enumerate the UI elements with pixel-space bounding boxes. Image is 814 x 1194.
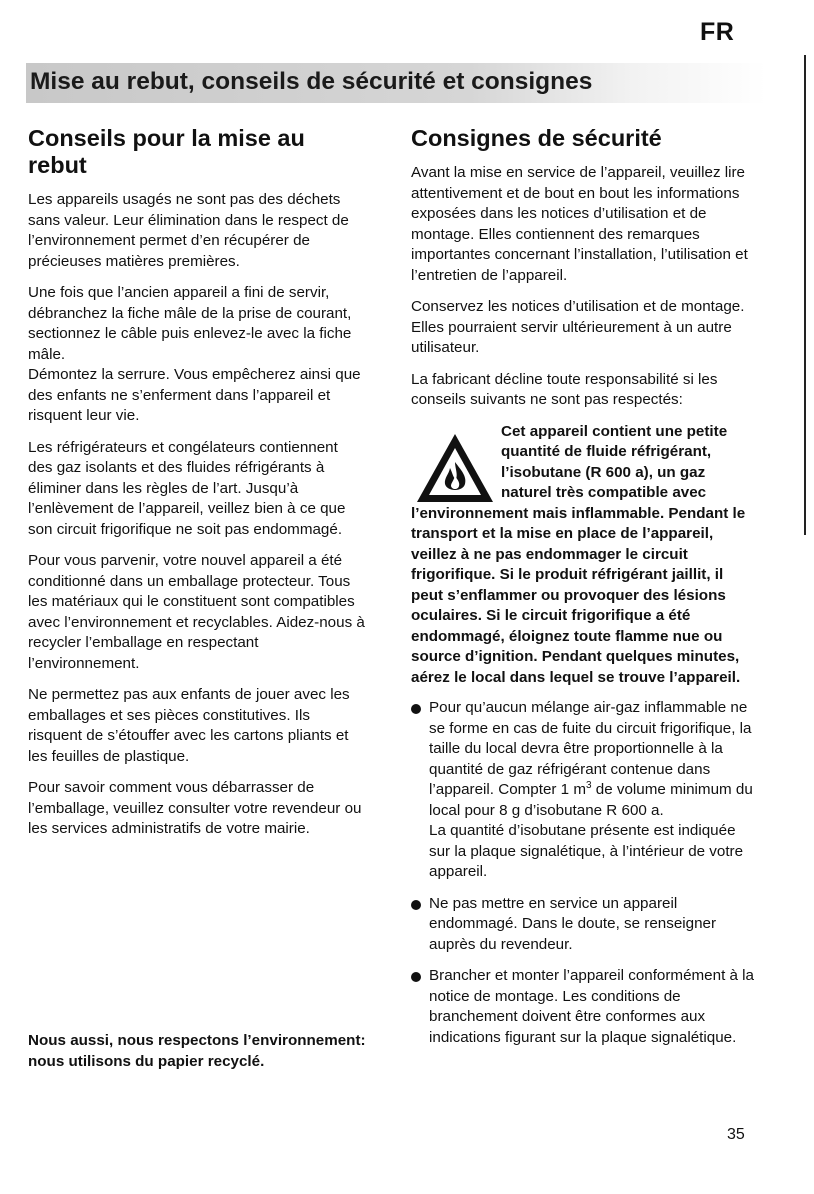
- list-item-text: Ne pas mettre en service un appareil endommagé. Dans le doute, se renseigner auprès du revendeur.: [429, 894, 717, 953]
- recycled-paper-note: Nous aussi, nous respectons l’environnement: nous utilisons du papier recyclé.: [28, 1032, 366, 1070]
- section-title: Mise au rebut, conseils de sécurité et consignes: [30, 68, 593, 95]
- list-item-text: Pour qu’aucun mélange air-gaz inflammable ne se forme en cas de fuite du circuit frigorifique, la taille du local devra être proportionnelle à la quantité de gaz réfrigérant contenue dans l’appareil. Compter 1 m: [429, 699, 752, 798]
- disposal-paragraph: Pour vous parvenir, votre nouvel appareil a été conditionné dans un emballage protecteur. Tous les matériaux qui le constituent sont compatibles avec l’environnement et recyclables. Aidez-nous à recycler l’emballage en respectant l’environnement.: [28, 552, 365, 672]
- list-item: [411, 698, 756, 883]
- list-item: [411, 894, 756, 956]
- page-number: 35: [727, 1126, 745, 1143]
- safety-list: [411, 698, 756, 1048]
- safety-paragraph: Conservez les notices d’utilisation et de montage. Elles pourraient servir ultérieurement à un autre utilisateur.: [411, 298, 745, 356]
- superscript: 3: [586, 779, 592, 791]
- list-item: [411, 966, 756, 1048]
- disposal-heading: Conseils pour la mise au rebut: [28, 125, 305, 178]
- disposal-paragraph: Démontez la serrure. Vous empêcherez ainsi que des enfants ne s’enferment dans l’appareil et risquent leur vie.: [28, 366, 361, 424]
- margin-rule: [804, 55, 806, 535]
- language-code: FR: [700, 18, 735, 46]
- disposal-paragraph: Ne permettez pas aux enfants de jouer avec les emballages et ses pièces constitutives. Ils risquent de s’étouffer avec les cartons pliants et les feuilles de plastique.: [28, 686, 350, 765]
- safety-paragraph: La fabricant décline toute responsabilité si les conseils suivants ne sont pas respectés:: [411, 370, 718, 408]
- warning-text: Cet appareil contient une petite quantité de fluide réfrigérant, l’isobutane (R 600 a), un gaz naturel très compatible avec l’environnement mais inflammable. Pendant le transport et la mise en place de l’appareil, veillez à ne pas endommager le circuit frigorifique. Si le produit réfrigérant jaillit, il peut s’enflammer ou provoquer des lésions oculaires. Si le circuit frigorifique a été endommagé, éloignez toute flamme nue ou source d’ignition. Pendant quelques minutes, aérez le local dans lequel se trouve l’appareil.: [411, 422, 746, 686]
- disposal-column: [28, 125, 366, 851]
- safety-column: [411, 125, 756, 1059]
- safety-paragraph: Avant la mise en service de l’appareil, veuillez lire attentivement et de bout en bout les informations exposées dans les notices d’utilisation et de montage. Elles contiennent des remarques importantes concernant l’installation, l’utilisation et l’entretien de l’appareil.: [411, 164, 748, 284]
- flammable-warning-icon: [415, 432, 495, 504]
- disposal-paragraph: Les appareils usagés ne sont pas des déchets sans valeur. Leur élimination dans le respect de l’environnement permet d’en récupérer de précieuses matières premières.: [28, 191, 349, 270]
- flammable-warning: [411, 422, 756, 689]
- list-item-text: Brancher et monter l’appareil conformément à la notice de montage. Les conditions de branchement doivent être conformes aux indications figurant sur la plaque signalétique.: [429, 967, 755, 1046]
- list-item-text: de volume minimum du local pour 8 g d’isobutane R 600 a.: [429, 781, 753, 819]
- disposal-paragraph: Pour savoir comment vous débarrasser de l’emballage, veuillez consulter votre revendeur ou les services administratifs de votre mairie.: [28, 779, 362, 837]
- disposal-paragraph: Une fois que l’ancien appareil a fini de servir, débranchez la fiche mâle de la prise de courant, sectionnez le câble puis enlevez-le avec la fiche mâle.: [28, 284, 352, 363]
- disposal-paragraph: Les réfrigérateurs et congélateurs contiennent des gaz isolants et des fluides réfrigérants à éliminer dans les règles de l’art. Jusqu’à l’enlèvement de l’appareil, veillez bien à ce que son circuit frigorifique ne soit pas endommagé.: [28, 438, 346, 538]
- safety-heading: Consignes de sécurité: [411, 125, 662, 151]
- list-item-text: La quantité d’isobutane présente est indiquée sur la plaque signalétique, à l’intérieur de votre appareil.: [429, 822, 744, 880]
